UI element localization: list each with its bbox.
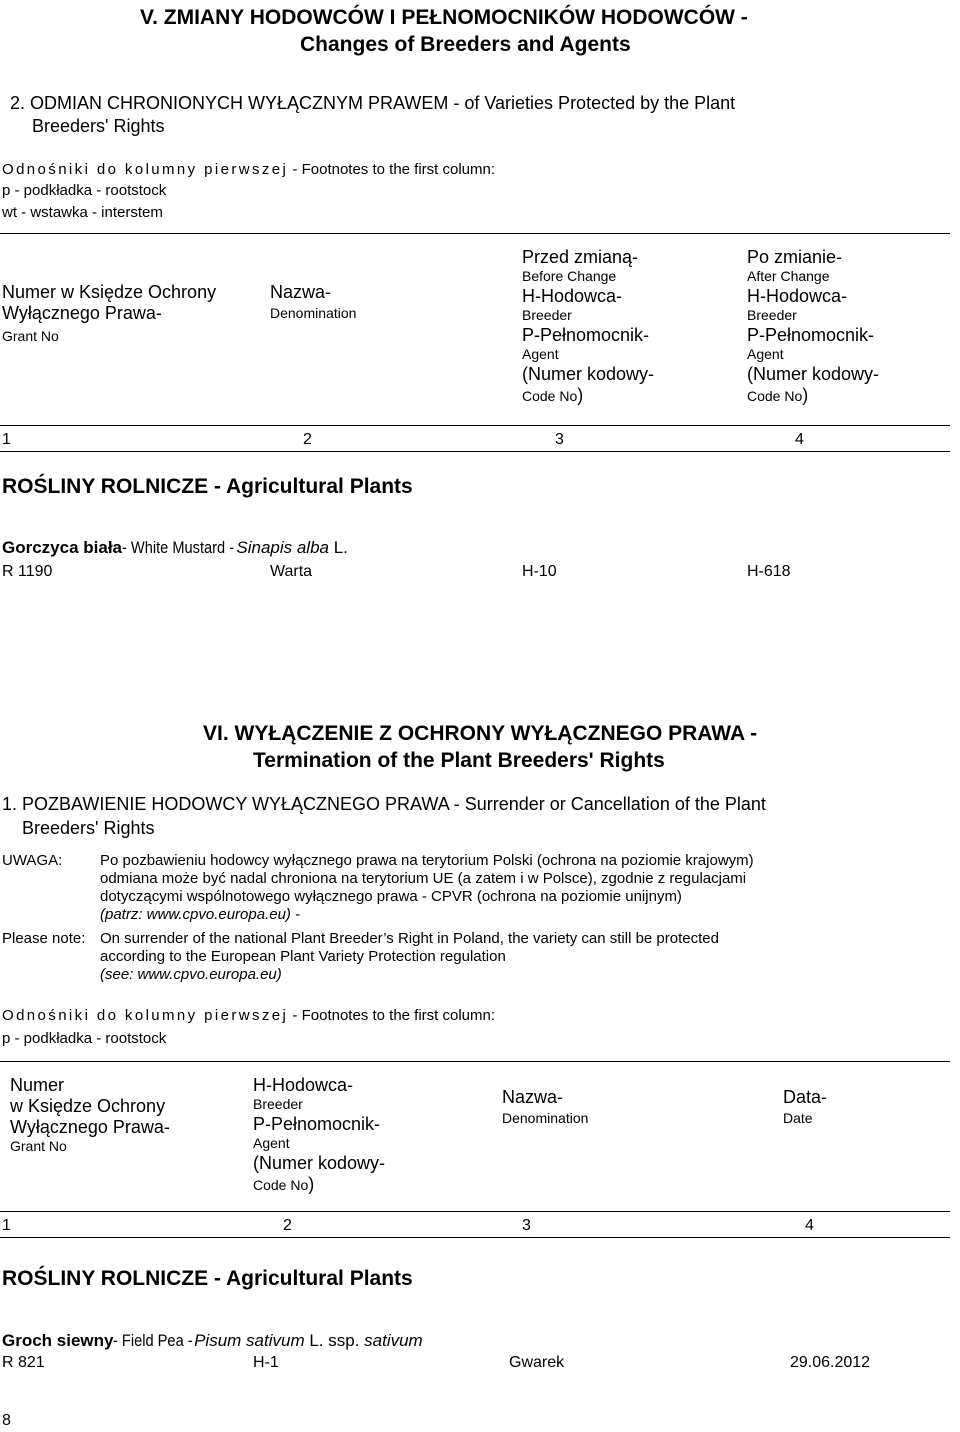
header2-denomination: Nazwa- — [502, 1087, 564, 1107]
row-breeder-before: H-10 — [522, 563, 557, 580]
species-author: L. ssp. — [304, 1331, 365, 1350]
uwaga-line: odmiana może być nadal chroniona na terytorium UE (a zatem i w Polsce), zgodnie z regulacjami — [100, 870, 747, 887]
header2-grant-en: Grant No — [10, 1138, 67, 1154]
species-line — [2, 538, 348, 558]
row-denomination: Warta — [270, 563, 313, 580]
footnote-heading-vi — [2, 1007, 495, 1024]
section-v-subtitle-cont: Breeders' Rights — [32, 116, 165, 136]
column-number: 3 — [555, 431, 564, 448]
uwaga-text — [100, 852, 960, 924]
species-latin: Sinapis alba — [236, 538, 329, 557]
header2-date-en: Date — [783, 1110, 813, 1126]
table2-top-rule — [0, 1061, 950, 1062]
footnote-interstem: wt - wstawka - interstem — [2, 204, 163, 221]
header-grant-no-en: Grant No — [2, 328, 59, 344]
header2-code-close: ) — [308, 1174, 315, 1194]
footnote-label: Odnośniki do kolumny pierwszej — [2, 1007, 289, 1024]
header-before-title-en: Before Change — [522, 268, 617, 284]
header2-denomination-en: Denomination — [502, 1110, 589, 1126]
header-code: (Numer kodowy- — [747, 364, 880, 384]
footnote-label: Odnośniki do kolumny pierwszej — [2, 161, 289, 178]
section-v-title: V. ZMIANY HODOWCÓW I PEŁNOMOCNIKÓW HODOWCÓW - — [140, 6, 748, 29]
footnote-rootstock-vi: p - podkładka - rootstock — [2, 1030, 167, 1047]
header2-grant-no — [10, 1075, 170, 1154]
please-note-label: Please note: — [2, 930, 86, 947]
please-note-link: (see: www.cpvo.europa.eu) — [100, 966, 282, 983]
header-code-en-line — [747, 385, 879, 406]
header-before-change — [522, 247, 654, 406]
header-after-title: Po zmianie- — [747, 247, 843, 267]
header-code: (Numer kodowy- — [522, 364, 655, 384]
header-code-en: Code No — [522, 388, 578, 404]
header-denomination-en: Denomination — [270, 305, 357, 321]
column-numbers-rule-2 — [0, 1237, 950, 1238]
header2-breeder-pl: H-Hodowca- — [253, 1075, 354, 1095]
species-pl-name: Groch siewny — [2, 1331, 114, 1350]
header-code-en: Code No — [747, 388, 803, 404]
header-breeder-en: Breeder — [747, 307, 797, 323]
column-number: 3 — [522, 1217, 531, 1234]
column-numbers-rule — [0, 451, 950, 452]
section-v-subtitle: 2. ODMIAN CHRONIONYCH WYŁĄCZNYM PRAWEM - of Varieties Protected by the Plant — [10, 93, 736, 113]
row2-breeder: H-1 — [253, 1354, 279, 1371]
species-author: L. — [329, 538, 348, 557]
species-en-name: - Field Pea - — [113, 1331, 194, 1350]
header-after-title-en: After Change — [747, 268, 830, 284]
section-v-title-en: Changes of Breeders and Agents — [300, 33, 631, 56]
section-vi-subtitle-cont: Breeders' Rights — [22, 818, 155, 838]
row2-date: 29.06.2012 — [790, 1354, 871, 1371]
footnote-rootstock: p - podkładka - rootstock — [2, 182, 167, 199]
column-number: 2 — [303, 431, 312, 448]
uwaga-link: (patrz: www.cpvo.europa.eu) — [100, 906, 291, 923]
header2-grant-line: Numer — [10, 1075, 65, 1095]
species-en-name: - White Mustard - — [122, 538, 235, 557]
uwaga-line: dotyczącymi wspólnotowego wyłącznego prawa - CPVR (ochrona na poziomie unijnym) — [100, 888, 682, 905]
column-number: 1 — [2, 1217, 11, 1234]
header2-breeder-en: Breeder — [253, 1096, 303, 1112]
species-pl-name: Gorczyca biała — [2, 538, 123, 557]
uwaga-dash: - — [290, 906, 301, 923]
row2-denomination: Gwarek — [509, 1354, 565, 1371]
header-breeder: H-Hodowca- — [747, 286, 848, 306]
header2-bottom-rule — [0, 1211, 950, 1212]
uwaga-label: UWAGA: — [2, 852, 63, 869]
header-bottom-rule — [0, 425, 950, 426]
please-note-line: according to the European Plant Variety Protection regulation — [100, 948, 506, 965]
header-after-change — [747, 247, 879, 406]
uwaga-line: Po pozbawieniu hodowcy wyłącznego prawa na terytorium Polski (ochrona na poziomie krajowym) — [100, 852, 754, 869]
row2-grant-no: R 821 — [2, 1354, 45, 1371]
section-vi-title: VI. WYŁĄCZENIE Z OCHRONY WYŁĄCZNEGO PRAWA - — [203, 722, 758, 745]
header-grant-no: Numer w Księdze Ochrony — [2, 282, 217, 302]
species-line-2 — [2, 1331, 423, 1351]
header2-code-en-line — [253, 1174, 385, 1195]
column-number: 4 — [795, 431, 804, 448]
footnote-label-en: - Footnotes to the first column: — [288, 1007, 496, 1024]
header-breeder-en: Breeder — [522, 307, 572, 323]
page-number: 8 — [2, 1412, 11, 1429]
footnote-heading — [2, 161, 495, 178]
please-note-text — [100, 930, 960, 984]
header2-code-en: Code No — [253, 1177, 309, 1193]
header-before-title: Przed zmianą- — [522, 247, 639, 267]
header-breeder: H-Hodowca- — [522, 286, 623, 306]
row-grant-no: R 1190 — [2, 563, 53, 580]
header-agent-en: Agent — [522, 346, 559, 362]
species-latin-subsp: sativum — [364, 1331, 423, 1350]
footnote-label-en: - Footnotes to the first column: — [288, 161, 496, 178]
section-vi-subtitle: 1. POZBAWIENIE HODOWCY WYŁĄCZNEGO PRAWA - Surrender or Cancellation of the Plant — [2, 794, 766, 814]
row-breeder-after: H-618 — [747, 563, 791, 580]
species-latin: Pisum sativum — [194, 1331, 305, 1350]
header2-agent-en: Agent — [253, 1135, 290, 1151]
header-denomination: Nazwa- — [270, 282, 332, 302]
uwaga-line — [100, 906, 960, 924]
header2-agent-pl: P-Pełnomocnik- — [253, 1114, 381, 1134]
group-heading: ROŚLINY ROLNICZE - Agricultural Plants — [2, 475, 413, 498]
column-number: 4 — [805, 1217, 814, 1234]
header2-code-pl: (Numer kodowy- — [253, 1153, 386, 1173]
table-top-rule — [0, 233, 950, 234]
column-number: 2 — [283, 1217, 292, 1234]
header-agent: P-Pełnomocnik- — [747, 325, 875, 345]
header2-grant-line: w Księdze Ochrony — [10, 1096, 166, 1116]
header2-grant-line: Wyłącznego Prawa- — [10, 1117, 170, 1137]
header-agent-en: Agent — [747, 346, 784, 362]
header-code-en-line — [522, 385, 654, 406]
header2-breeder — [253, 1075, 385, 1195]
header-agent: P-Pełnomocnik- — [522, 325, 650, 345]
group-heading-2: ROŚLINY ROLNICZE - Agricultural Plants — [2, 1267, 413, 1290]
header2-date: Data- — [783, 1087, 828, 1107]
section-vi-title-en: Termination of the Plant Breeders' Rights — [253, 749, 665, 772]
header-code-close: ) — [802, 385, 809, 405]
column-number: 1 — [2, 431, 11, 448]
header-code-close: ) — [577, 385, 584, 405]
please-note-line: On surrender of the national Plant Breeder’s Right in Poland, the variety can still be protected — [100, 930, 719, 947]
header-grant-no-cont: Wyłącznego Prawa- — [2, 303, 162, 323]
